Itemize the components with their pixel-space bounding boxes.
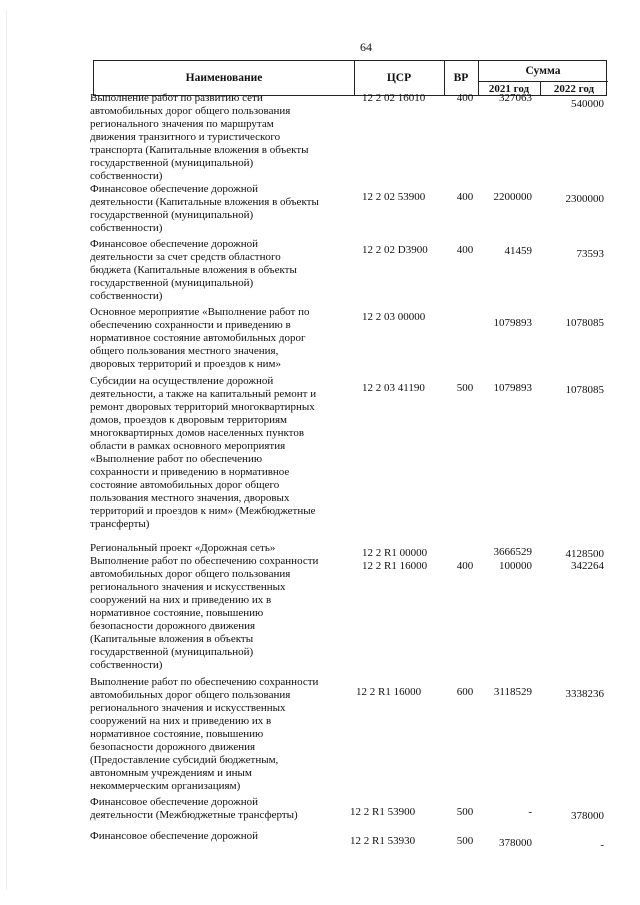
row-vr: 400	[456, 92, 474, 104]
row-2022: 1078085	[565, 317, 604, 329]
page-number: 64	[360, 40, 372, 54]
header-2022: 2022 год	[553, 82, 595, 95]
row-2021: 2200000	[493, 191, 532, 203]
row-2022: 378000	[571, 810, 604, 822]
row-csr: 12 2 03 00000	[362, 311, 426, 323]
row-name: Финансовое обеспечение дорожной деятельности (Межбюджетные трансферты)	[90, 796, 298, 821]
row-name: Финансовое обеспечение дорожной деятельности за счет средств областного бюджета (Капитальные вложения в объекты государственной (муниципальной) собственности)	[90, 238, 297, 302]
row-csr: 12 2 03 41190	[362, 382, 425, 394]
row-2022: 342264	[571, 560, 604, 572]
row-csr: 12 2 02 D3900	[362, 244, 428, 256]
row-csr: 12 2 02 16010	[362, 92, 426, 104]
row-name: Региональный проект «Дорожная сеть»	[90, 542, 276, 554]
row-2021: 3118529	[493, 686, 532, 698]
row-name: Финансовое обеспечение дорожной	[90, 830, 259, 842]
row-2021: 378000	[499, 837, 532, 849]
row-csr: 12 2 R1 00000	[362, 547, 428, 559]
row-2022: 540000	[571, 98, 604, 110]
row-name: Финансовое обеспечение дорожной деятельности (Капитальные вложения в объекты государственной (муниципальной) собственности)	[90, 183, 319, 234]
row-vr: 400	[456, 244, 474, 256]
header-sum: Сумма	[525, 65, 561, 77]
row-csr: 12 2 02 53900	[362, 191, 426, 203]
table-header	[93, 60, 607, 96]
row-2022: 3338236	[565, 688, 604, 700]
row-name: Субсидии на осуществление дорожной деятельности, а также на капитальный ремонт и ремонт дворовых территорий многоквартирных домов, проездов к дворовым территориям многоквартирных домов населенных пунктов области в рамках основного мероприятия «Выполнение работ по обеспечению сохранности и приведению в нормативное состояние автомобильных дорог общего пользования местного значения, дворовых территорий и проездов к ним» (Межбюджетные трансферты)	[90, 375, 317, 530]
row-2021: 1079893	[493, 382, 532, 394]
row-2021: 1079893	[493, 317, 532, 329]
row-vr: 600	[456, 686, 474, 698]
row-2021: 41459	[504, 245, 532, 257]
scan-margin-line	[6, 10, 7, 890]
header-name: Наименование	[185, 72, 263, 84]
row-name: Выполнение работ по развитию сети автомобильных дорог общего пользования регионального значения по маршрутам движения транзитного и туристического транспорта (Капитальные вложения в объекты государственной (муниципальной) собственности)	[90, 92, 309, 182]
row-2022: 1078085	[565, 384, 604, 396]
row-2021: 3666529	[493, 546, 532, 558]
row-csr: 12 2 R1 16000	[356, 686, 422, 698]
row-name: Выполнение работ по обеспечению сохранности автомобильных дорог общего пользования регионального значения и искусственных сооружений на них и приведению их в нормативное состояние, повышению безопасности дорожного движения (Капитальные вложения в объекты государственной (муниципальной) собственности)	[90, 555, 319, 671]
header-csr: ЦСР	[386, 72, 412, 84]
row-vr: 500	[456, 806, 474, 818]
header-2021: 2021 год	[488, 82, 530, 95]
row-vr: 400	[456, 560, 474, 572]
row-name: Основное мероприятие «Выполнение работ по обеспечению сохранности и приведению в нормативное состояние автомобильных дорог общего пользования местного значения, дворовых территорий и проездов к ним»	[90, 306, 310, 370]
row-2022: -	[600, 839, 604, 851]
row-2021: 100000	[499, 560, 532, 572]
row-2021: -	[528, 806, 532, 818]
row-name: Выполнение работ по обеспечению сохранности автомобильных дорог общего пользования регионального значения и искусственных сооружений на них и приведению их в нормативное состояние, повышению безопасности дорожного движения (Предоставление субсидий бюджетным, автономным учреждениям и иным некоммерческим организациям)	[90, 676, 319, 792]
row-csr: 12 2 R1 16000	[362, 560, 428, 572]
row-2022: 2300000	[565, 193, 604, 205]
row-vr: 500	[456, 382, 474, 394]
header-vr: ВР	[453, 72, 469, 84]
row-2022: 4128500	[565, 548, 604, 560]
row-2021: 327063	[499, 92, 532, 104]
row-2022: 73593	[576, 248, 604, 260]
row-vr: 400	[456, 191, 474, 203]
row-csr: 12 2 R1 53900	[350, 806, 416, 818]
row-vr: 500	[456, 835, 474, 847]
row-csr: 12 2 R1 53930	[350, 835, 416, 847]
